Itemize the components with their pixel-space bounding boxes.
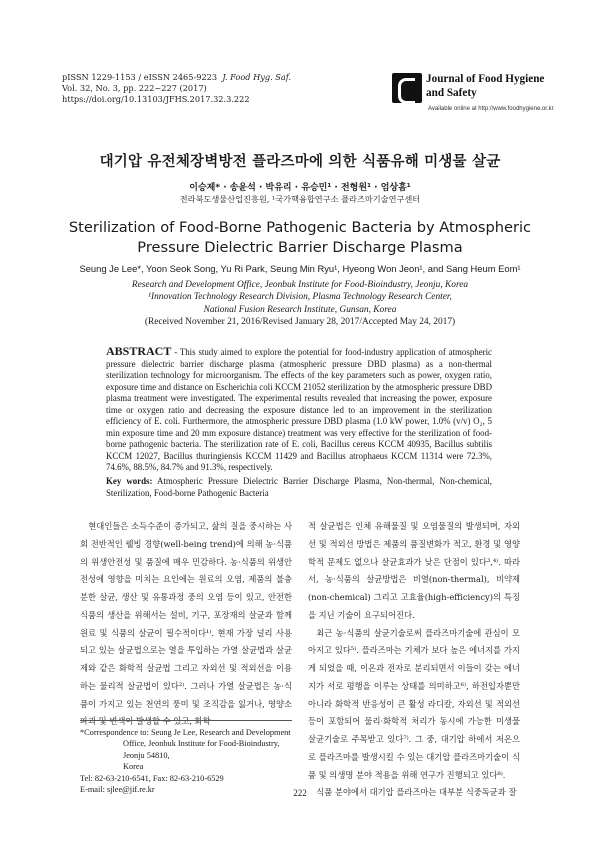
logo-title-line2: and Safety [426,86,477,99]
affiliation-1: Research and Development Office, Jeonbuk Institute for Food-Bioindustry, Jeonju, Korea [131,280,469,290]
english-authors: Seung Je Lee*, Yoon Seok Song, Yu Ri Park, Seung Min Ryu¹, Hyeong Won Jeon¹, and Sang Heum Eom¹ [79,263,521,274]
affiliation-2: ¹Innovation Technology Research Division, Plasma Technology Research Center, [148,292,452,303]
footnote-email[interactable]: E-mail: sjlee@jif.re.kr [80,785,155,795]
footnote-divider [80,720,292,721]
body-paragraph: 최근 농·식품의 살균기술로써 플라즈마기술에 관심이 모아지고 있다⁵⁾. 플라즈마는 기체가 보다 높은 에너지를 가지게 되었을 때, 이온과 전자로 분리되면서 이들이 갖는 에너지가 서로 평행을 이루는 상태를 의미하고⁶⁾, 하전입자뿐만 아니라 화학적 반응성이 큰 활성 라디칼, 자외선 및 적외선 등이 포함되어 물리·화학적 처리가 동시에 가능한 미생물 살균기술로 주목받고 있다⁷⁾. 그 중, 대기압 하에서 저온으로 플라즈마를 발생시킬 수 있는 대기압 플라즈마기술이 식품 및 의생명 분야 적용을 위해 연구가 진행되고 있다⁸⁾. [308,627,520,780]
journal-header [62,72,291,106]
english-affiliations [0,279,600,329]
abstract-label: ABSTRACT [106,344,172,358]
keywords-label: Key words: [106,476,153,486]
journal-logo [392,73,552,121]
body-column-right [308,518,520,802]
journal-logo-title [426,73,544,100]
journal-abbreviation: J. Food Hyg. Saf. [222,72,292,82]
issn-line: pISSN 1229-1153 / eISSN 2465-9223 [62,72,218,82]
affiliation-3: National Fusion Research Institute, Gunsan, Korea [203,304,397,315]
doi-link[interactable]: https://doi.org/10.13103/JFHS.2017.32.3.222 [62,94,250,105]
body-paragraph: 현대인들은 소득수준이 증가되고, 삶의 질을 중시하는 사회 전반적인 웰빙 경향(well-being trend)에 의해 농·식품의 위생안전성 및 품질에 매우 민감하다. 농·식품의 위생안전성에 영향을 미치는 요인에는 원료의 오염, 제품의 불충분한 살균, 생산 및 유통과정 중의 오염 등이 있고, 안전한 식품의 생산을 위해서는 설비, 기구, 포장재의 살균과 함께 원료 및 식품의 살균이 필수적이다¹⁾. 현재 가장 널리 사용되고 있는 살균법으로는 열을 투입하는 가열 살균법과 살균제와 같은 화학적 살균법 그리고 자외선 및 적외선을 이용하는 물리적 살균법이 있다²⁾. 그러나 가열 살균법은 농·식품이 가지고 있는 천연의 풍미 및 조직감을 잃거나, 영양소 파괴 및 변색이 발생할 수 있고, 화학 [80,521,292,727]
received-dates: (Received November 21, 2016/Revised January 28, 2017/Accepted May 24, 2017) [144,317,456,328]
korean-authors: 이승제* · 송윤석 · 박유리 · 유승민¹ · 전형원¹ · 엄상흠¹ [189,183,411,193]
abstract [106,346,492,474]
english-title: Sterilization of Food-Borne Pathogenic Bacteria by Atmospheric Pressure Dielectric Barrier Discharge Plasma [68,219,532,256]
page-number: 222 [293,788,307,798]
journal-logo-icon [392,73,422,103]
correspondence-footnote [80,727,292,795]
keywords-text: Atmospheric Pressure Dielectric Barrier Discharge Plasma, Non-thermal, Non-chemical, Sterilization, Food-borne Pathogenic Bacteria [106,476,492,498]
footnote-line: *Correspondence to: Seung Je Lee, Research and Development [80,728,291,737]
keywords [106,476,492,499]
korean-title: 대기압 유전체장벽방전 플라즈마에 의한 식품유해 미생물 살균 [99,154,501,170]
volume-line: Vol. 32, No. 3, pp. 222~227 (2017) [62,83,207,94]
footnote-line: Office, Jeonbuk Institute for Food-Bioindustry, Jeonju 54810, [123,739,280,760]
body-column-left [80,518,292,731]
body-paragraph: 식품 분야에서 대기압 플라즈마는 대부분 식중독균과 잘 [316,787,517,798]
abstract-text: - This study aimed to explore the potential for food-industry application of atmospheric pressure dielectric barrier discharge plasma (atmospheric pressure DBD plasma) as a non-thermal sterilization technology for microorganism. The effects of the key parameters such as power, oxygen ratio, exposure time and distance on Escherichia coli KCCM 21052 sterilization by the atmospheric pressure DBD plasma treatment were investigated. The experimental results revealed that increasing the power, exposure time or oxygen ratio and decreasing the exposure distance led to an improvement in the sterilization efficiency of E. coli. Furthermore, the atmospheric pressure DBD plasma (1.0 kW power, 1.0% (v/v) O₂, 5 min exposure time and 20 mm exposure distance) treatment was very effective for the sterilization of food-borne pathogenic bacteria. The sterilization rate of E. coli, Bacillus cereus KCCM 40935, Bacillus subtilis KCCM 12027, Bacillus thuringiensis KCCM 11429 and Bacillus atrophaeus KCCM 11314 were 72.3%, 74.6%, 88.5%, 84.7% and 91.3%, respectively. [106,347,492,473]
footnote-line: Korea [123,762,144,772]
body-paragraph: 적 살균법은 인체 유해물질 및 오염물질의 발생되며, 자외선 및 적외선 방법은 제품의 품질변화가 적고, 환경 및 영양학적 문제도 없으나 살균효과가 낮은 단점이 있다³,⁴⁾. 따라서, 농·식품의 살균방법은 비열(non-thermal), 비약제(non-chemical) 그리고 고효율(high-efficiency)의 특징을 지닌 기술이 요구되어진다. [308,521,520,620]
footnote-tel: Tel: 82-63-210-6541, Fax: 82-63-210-6529 [80,773,224,783]
logo-title-line1: Journal of Food Hygiene [426,73,545,85]
korean-affiliation: 전라북도생물산업진흥원, ¹국가핵융합연구소 플라즈마기술연구센터 [179,194,421,204]
journal-url[interactable]: Available online at http://www.foodhygiene.or.kr [428,106,554,112]
